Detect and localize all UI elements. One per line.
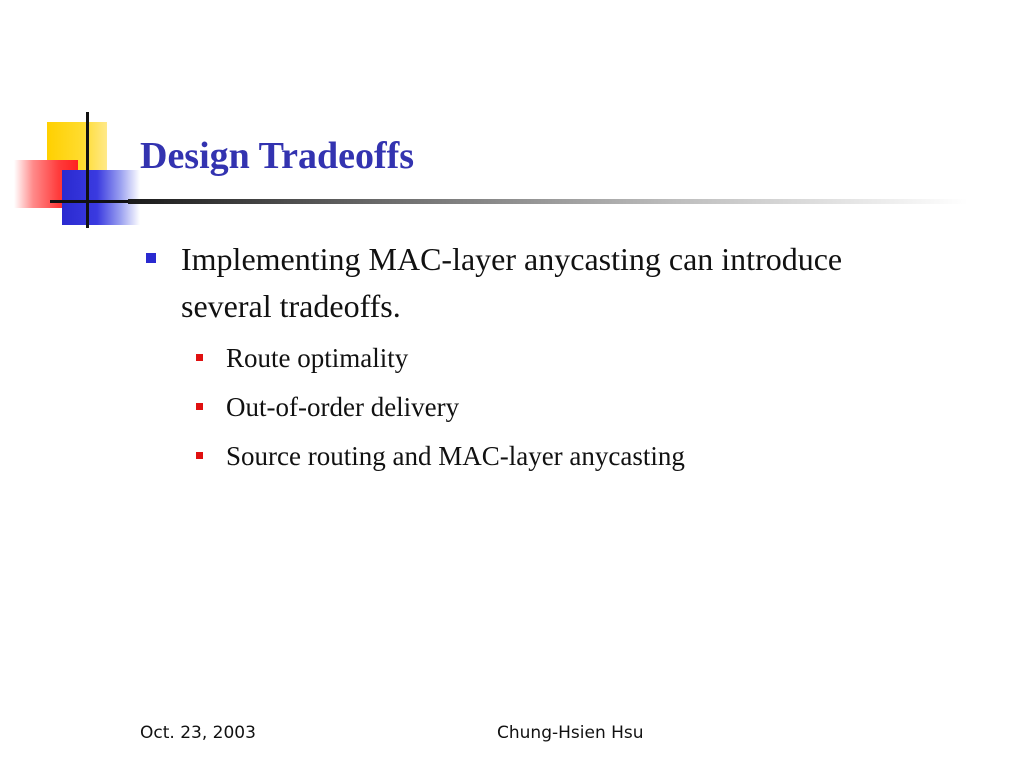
level2-bullet-icon <box>196 452 203 459</box>
sub-bullet-text: Source routing and MAC-layer anycasting <box>226 441 685 471</box>
level1-bullet-icon <box>146 253 156 263</box>
level2-bullet-icon <box>196 403 203 410</box>
level2-bullet-icon <box>196 354 203 361</box>
sub-bullet-text: Out-of-order delivery <box>226 392 460 422</box>
footer-author: Chung-Hsien Hsu <box>497 723 644 743</box>
footer-date: Oct. 23, 2003 <box>140 723 256 743</box>
main-bullet-text: Implementing MAC-layer anycasting can introduce several tradeoffs. <box>181 241 843 324</box>
sub-bullet-text: Route optimality <box>226 343 409 373</box>
slide-title: Design Tradeoffs <box>140 135 415 177</box>
